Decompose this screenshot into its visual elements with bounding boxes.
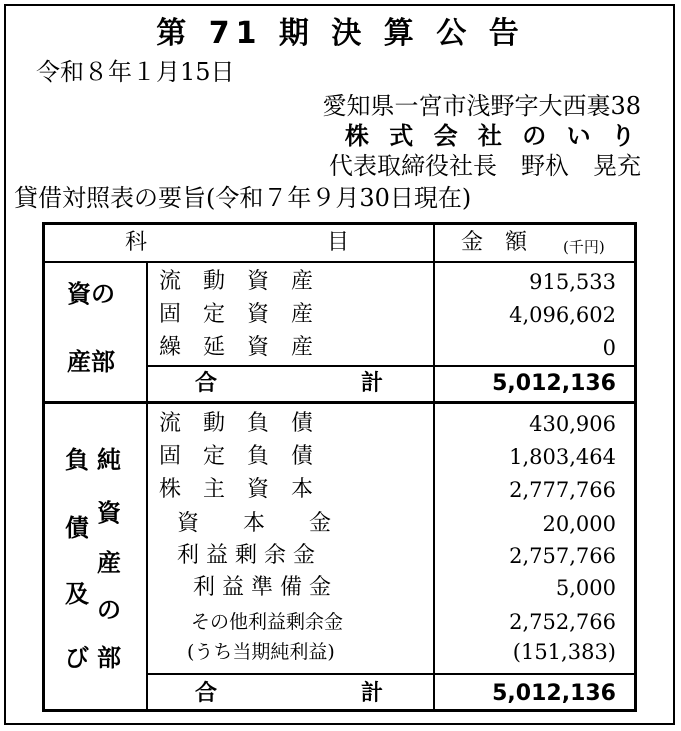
liab-label: 固 定 負 債 — [159, 444, 314, 469]
liab-group-char: 産 — [97, 549, 121, 577]
liab-label: 利 益 準 備 金 — [193, 575, 331, 600]
assets-group-label-top: 資の — [67, 280, 115, 308]
liab-value: 5,000 — [555, 576, 616, 600]
liab-group-char: 部 — [97, 644, 121, 672]
company-name: 株 式 会 社 の い り — [344, 122, 641, 150]
liab-group-char: の — [97, 596, 121, 624]
group-column-divider — [146, 261, 148, 709]
liab-label: 利 益 剰 余 金 — [177, 543, 315, 568]
liab-value: 2,777,766 — [509, 478, 616, 502]
liab-total-label-a: 合 — [195, 681, 218, 706]
asset-label: 繰 延 資 産 — [159, 335, 314, 360]
amount-column-divider — [433, 225, 435, 709]
liab-group-char: 負 — [65, 446, 89, 474]
liab-value: 20,000 — [542, 512, 616, 536]
liab-label: 流 動 負 債 — [159, 411, 314, 436]
assets-total-label-b: 計 — [361, 371, 384, 396]
liab-group-char: 資 — [97, 499, 121, 527]
liab-group-char: 及 — [65, 580, 89, 608]
balance-sheet-subtitle: 貸借対照表の要旨(令和７年９月30日現在) — [14, 184, 472, 212]
liab-label: 資 本 金 — [177, 511, 332, 536]
liab-total-label-b: 計 — [361, 681, 384, 706]
header-amount: 金 額 — [461, 230, 528, 255]
header-item-2: 目 — [327, 230, 350, 255]
representative: 代表取締役社長 野杁 晃充 — [329, 152, 641, 180]
balance-sheet-table — [42, 222, 637, 712]
asset-label: 流 動 資 産 — [159, 269, 314, 294]
assets-total-value: 5,012,136 — [492, 371, 616, 396]
liab-value: 430,906 — [529, 412, 616, 436]
liab-group-char: 純 — [97, 446, 121, 474]
company-address: 愛知県一宮市浅野字大西裏38 — [322, 92, 641, 120]
liab-value: 2,752,766 — [509, 610, 616, 634]
liab-label: 株 主 資 本 — [159, 477, 314, 502]
asset-label: 固 定 資 産 — [159, 302, 314, 327]
liab-group-char: 債 — [65, 514, 89, 542]
notice-title: 第 71 期 決 算 公 告 — [156, 16, 525, 51]
header-divider — [45, 261, 634, 263]
header-unit: (千円) — [563, 238, 605, 256]
asset-value: 4,096,602 — [509, 303, 616, 327]
asset-value: 915,533 — [529, 270, 616, 294]
liab-label: (うち当期純利益) — [187, 641, 335, 663]
assets-group-label-bottom: 産部 — [67, 348, 115, 376]
header-item-1: 科 — [125, 230, 148, 255]
liab-total-divider — [148, 673, 634, 675]
asset-value: 0 — [602, 336, 616, 360]
assets-total-label-a: 合 — [195, 371, 218, 396]
section-divider — [45, 401, 634, 404]
liab-value: 1,803,464 — [509, 445, 616, 469]
liab-label: その他利益剰余金 — [191, 611, 344, 633]
liab-group-char: び — [65, 644, 89, 672]
notice-date: 令和８年１月15日 — [36, 58, 235, 86]
liab-value: 2,757,766 — [509, 544, 616, 568]
liab-value: (151,383) — [512, 640, 616, 664]
assets-total-divider — [148, 365, 634, 367]
liab-total-value: 5,012,136 — [492, 681, 616, 706]
